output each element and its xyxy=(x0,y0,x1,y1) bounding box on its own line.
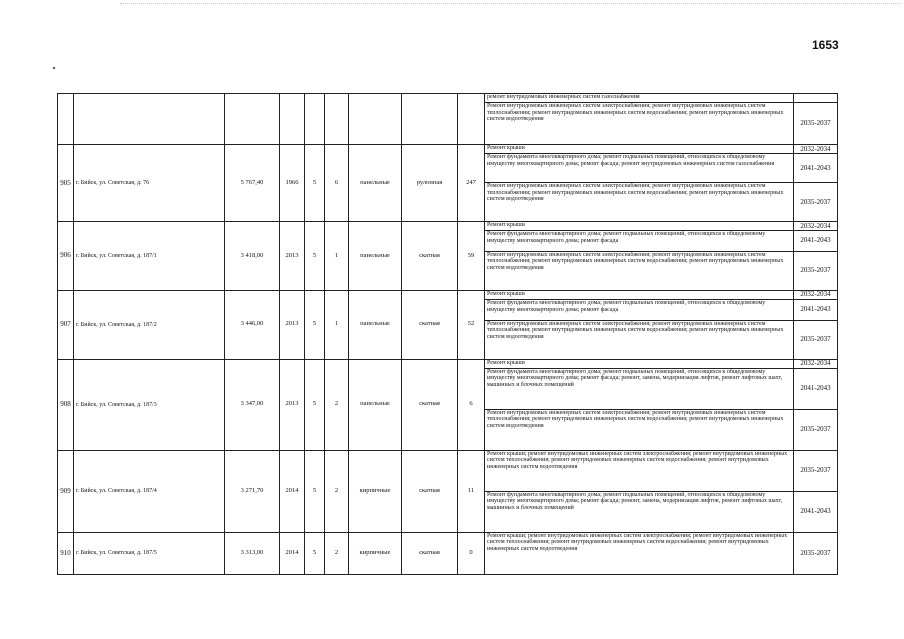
work-cell: Ремонт фундамента многоквартирного дома; ремонт подвальных помещений, относящихся к общедомовому имуществу многоквартирного дома; ремонт фасада xyxy=(485,231,794,252)
cell-residents: 11 xyxy=(458,450,485,532)
work-cell: Ремонт фундамента многоквартирного дома; ремонт подвальных помещений, относящихся к общедомовому имуществу многоквартирного дома; ремонт фасада xyxy=(485,300,794,321)
cell-floors: 5 xyxy=(305,145,325,222)
table-row xyxy=(58,145,838,154)
cell-walls: панельные xyxy=(349,359,402,450)
work-cell: Ремонт фундамента многоквартирного дома; ремонт подвальных помещений, относящихся к общедомовому имуществу многоквартирного дома; ремонт фасада; ремонт, замена, модернизация лифтов, ремонт лифтовых шахт, машинных и блочных помещений xyxy=(485,368,794,409)
cell-entrances: 2 xyxy=(325,450,349,532)
cell-year: 2014 xyxy=(280,532,305,574)
cell-roof xyxy=(402,94,458,145)
cell-num xyxy=(58,94,74,145)
period-cell: 2041-2043 xyxy=(794,154,838,183)
cell-floors: 5 xyxy=(305,532,325,574)
table-row xyxy=(58,359,838,368)
cell-entrances: 1 xyxy=(325,222,349,291)
work-cell: Ремонт крыши xyxy=(485,145,794,154)
cell-address: г. Бийск, ул. Советская, д. 187/3 xyxy=(74,359,225,450)
cell-residents: 0 xyxy=(458,532,485,574)
cell-address xyxy=(74,94,225,145)
cell-residents: 6 xyxy=(458,359,485,450)
cell-entrances: 6 xyxy=(325,145,349,222)
cell-floors: 5 xyxy=(305,450,325,532)
cell-floors: 5 xyxy=(305,359,325,450)
cell-roof: скатная xyxy=(402,359,458,450)
work-cell: Ремонт внутридомовых инженерных систем электроснабжения; ремонт внутридомовых инженерных систем теплоснабжения; ремонт внутридомовых инженерных систем водоснабжения; ремонт внутридомовых инженерных систем водоотведения xyxy=(485,409,794,450)
cell-residents xyxy=(458,94,485,145)
cell-address: г. Бийск, ул. Советская, д. 187/2 xyxy=(74,290,225,359)
table-row xyxy=(58,94,838,103)
work-cell: ремонт внутридомовых инженерных систем газоснабжения xyxy=(485,94,794,103)
period-cell: 2035-2037 xyxy=(794,320,838,359)
buildings-table xyxy=(57,93,838,575)
cell-entrances: 2 xyxy=(325,532,349,574)
cell-year: 2014 xyxy=(280,450,305,532)
period-cell: 2032-2034 xyxy=(794,290,838,299)
cell-entrances: 2 xyxy=(325,359,349,450)
period-cell: 2041-2043 xyxy=(794,368,838,409)
work-cell: Ремонт крыши; ремонт внутридомовых инженерных систем электроснабжения; ремонт внутридомовых инженерных систем теплоснабжения; ремонт внутридомовых инженерных систем водоснабжения; ремонт внутридомовых инженерных систем водоотведения xyxy=(485,450,794,491)
period-cell: 2032-2034 xyxy=(794,359,838,368)
period-cell: 2032-2034 xyxy=(794,145,838,154)
cell-area: 3 418,00 xyxy=(225,222,280,291)
table-row xyxy=(58,450,838,491)
cell-roof: скатная xyxy=(402,222,458,291)
cell-roof: скатная xyxy=(402,290,458,359)
cell-area: 5 767,40 xyxy=(225,145,280,222)
work-cell: Ремонт внутридомовых инженерных систем электроснабжения; ремонт внутридомовых инженерных систем теплоснабжения; ремонт внутридомовых инженерных систем водоснабжения; ремонт внутридомовых инженерных систем водоотведения xyxy=(485,251,794,290)
period-cell: 2035-2037 xyxy=(794,183,838,222)
table-row xyxy=(58,290,838,299)
work-cell: Ремонт крыши; ремонт внутридомовых инженерных систем электроснабжения; ремонт внутридомовых инженерных систем теплоснабжения; ремонт внутридомовых инженерных систем водоснабжения; ремонт внутридомовых инженерных систем водоотведения xyxy=(485,532,794,574)
cell-year: 1966 xyxy=(280,145,305,222)
cell-roof: скатная xyxy=(402,450,458,532)
work-cell: Ремонт крыши xyxy=(485,222,794,231)
cell-address: г. Бийск, ул. Советская, д. 187/1 xyxy=(74,222,225,291)
period-cell: 2041-2043 xyxy=(794,491,838,532)
cell-walls: панельные xyxy=(349,222,402,291)
cell-year: 2013 xyxy=(280,290,305,359)
work-cell: Ремонт крыши xyxy=(485,359,794,368)
period-cell xyxy=(794,94,838,103)
cell-address: г. Бийск, ул. Советская, д. 187/4 xyxy=(74,450,225,532)
cell-walls: кирпичные xyxy=(349,532,402,574)
table-row xyxy=(58,222,838,231)
cell-residents: 59 xyxy=(458,222,485,291)
period-cell: 2035-2037 xyxy=(794,409,838,450)
page-number: 1653 xyxy=(812,38,839,52)
cell-area: 3 313,00 xyxy=(225,532,280,574)
cell-area: 3 271,70 xyxy=(225,450,280,532)
cell-num: 908 xyxy=(58,359,74,450)
cell-entrances xyxy=(325,94,349,145)
work-cell: Ремонт фундамента многоквартирного дома; ремонт подвальных помещений, относящихся к общедомовому имуществу многоквартирного дома; ремонт фасада; ремонт, замена, модернизация лифтов, ремонт лифтовых шахт, машинных и блочных помещений xyxy=(485,491,794,532)
work-cell: Ремонт внутридомовых инженерных систем электроснабжения; ремонт внутридомовых инженерных систем теплоснабжения; ремонт внутридомовых инженерных систем водоснабжения; ремонт внутридомовых инженерных систем водоотведения xyxy=(485,103,794,145)
cell-residents: 247 xyxy=(458,145,485,222)
period-cell: 2041-2043 xyxy=(794,231,838,252)
cell-walls xyxy=(349,94,402,145)
cell-walls: панельные xyxy=(349,290,402,359)
cell-num: 909 xyxy=(58,450,74,532)
cell-num: 905 xyxy=(58,145,74,222)
cell-num: 906 xyxy=(58,222,74,291)
cell-area xyxy=(225,94,280,145)
period-cell: 2041-2043 xyxy=(794,300,838,321)
cell-address: г. Бийск, ул. Советская, д. 76 xyxy=(74,145,225,222)
cell-roof: рулонная xyxy=(402,145,458,222)
scan-speck xyxy=(53,67,55,69)
period-cell: 2035-2037 xyxy=(794,532,838,574)
work-cell: Ремонт внутридомовых инженерных систем электроснабжения; ремонт внутридомовых инженерных систем теплоснабжения; ремонт внутридомовых инженерных систем водоснабжения; ремонт внутридомовых инженерных систем водоотведения xyxy=(485,320,794,359)
cell-year: 2013 xyxy=(280,359,305,450)
period-cell: 2035-2037 xyxy=(794,103,838,145)
cell-year: 2013 xyxy=(280,222,305,291)
cell-entrances: 1 xyxy=(325,290,349,359)
cell-year xyxy=(280,94,305,145)
cell-area: 3 446,00 xyxy=(225,290,280,359)
table-row xyxy=(58,532,838,574)
work-cell: Ремонт внутридомовых инженерных систем электроснабжения; ремонт внутридомовых инженерных систем теплоснабжения; ремонт внутридомовых инженерных систем водоснабжения; ремонт внутридомовых инженерных систем водоотведения xyxy=(485,183,794,222)
cell-residents: 52 xyxy=(458,290,485,359)
period-cell: 2032-2034 xyxy=(794,222,838,231)
cell-floors xyxy=(305,94,325,145)
scan-top-edge xyxy=(120,3,900,4)
work-cell: Ремонт крыши xyxy=(485,290,794,299)
period-cell: 2035-2037 xyxy=(794,251,838,290)
cell-walls: кирпичные xyxy=(349,450,402,532)
cell-num: 907 xyxy=(58,290,74,359)
cell-floors: 5 xyxy=(305,222,325,291)
period-cell: 2035-2037 xyxy=(794,450,838,491)
cell-area: 3 347,00 xyxy=(225,359,280,450)
cell-floors: 5 xyxy=(305,290,325,359)
cell-roof: скатная xyxy=(402,532,458,574)
cell-num: 910 xyxy=(58,532,74,574)
cell-address: г. Бийск, ул. Советская, д. 187/5 xyxy=(74,532,225,574)
work-cell: Ремонт фундамента многоквартирного дома; ремонт подвальных помещений, относящихся к общедомовому имуществу многоквартирного дома; ремонт фасада; ремонт внутридомовых инженерных систем газоснабжения xyxy=(485,154,794,183)
cell-walls: панельные xyxy=(349,145,402,222)
